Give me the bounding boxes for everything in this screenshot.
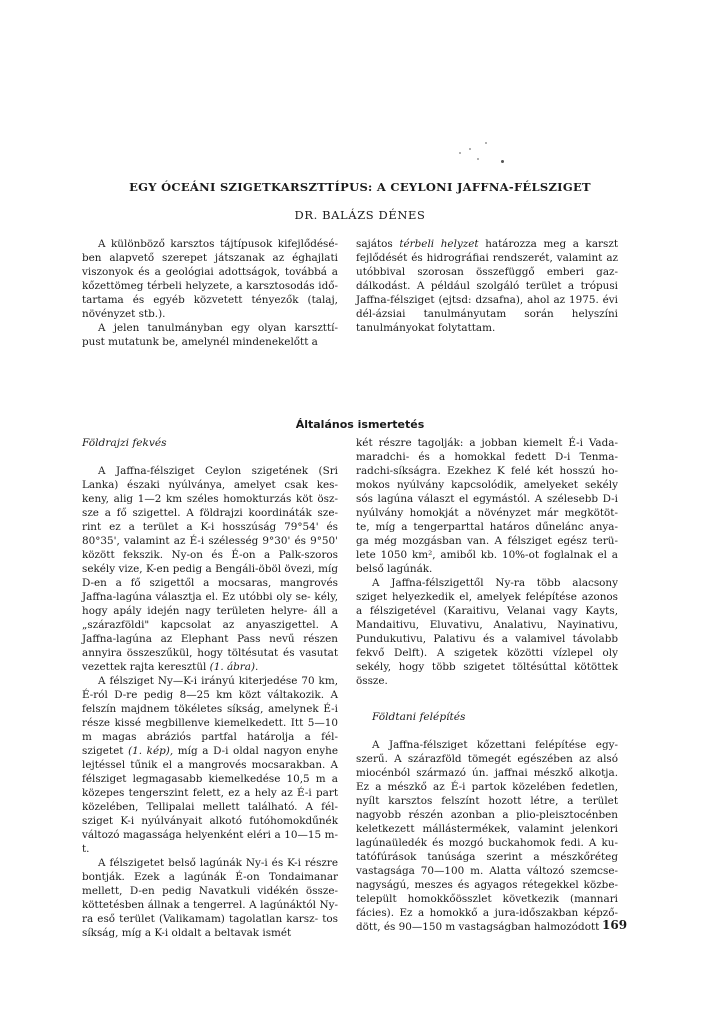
left-column — [82, 436, 338, 940]
right-column — [356, 436, 618, 934]
speck — [459, 152, 461, 154]
figure-reference: (1. ábra). — [209, 661, 259, 673]
section-heading: Általános ismertetés — [295, 418, 425, 431]
page-number: 169 — [602, 918, 628, 932]
body-paragraph: A Jaffna-félszigettől Ny-ra több alacsony sziget helyezkedik el, amelyek felépítése azonos a félszigetével (Karaitivu, Velanai vagy Kayts, Mandaitivu, Eluvativu, Analativu, Nayinativu, Pundukutivu, Palativu és a valamivel távolabb fekvő Delft). A szigetek közötti vízlepel oly sekély, hogy több szigetet töltésúttal kötöttek össze. — [356, 577, 618, 687]
article-title: EGY ÓCEÁNI SZIGETKARSZTTÍPUS: A CEYLONI JAFFNA-FÉLSZIGET — [129, 180, 591, 194]
intro-paragraph: A különböző karsztos tájtípusok kifejlődésé- ben alapvető szerepet játszanak az éghajlati viszonyok és a geológiai adottságok, továbbá a kőzettömeg térbeli helyzete, a karsztosodás idő- tartama és egyéb közvetett tényezők (talaj, növényzet stb.). — [82, 238, 338, 320]
body-paragraph — [82, 674, 338, 856]
body-paragraph: A félszigetet belső lagúnák Ny-i és K-i részre bontják. Ezek a lagúnák É-on Tondaimanar mellett, D-en pedig Navatkuli vidékén össze- köttetésben állnak a tengerrel. A lagúnáktól Ny-ra eső terület (Valikamam) tagolatlan karsz- tos síkság, míg a K-i oldalt a beltavak ismét — [82, 857, 338, 939]
intro-text: sajátos — [356, 238, 393, 250]
body-text: míg a D-i oldal nagyon enyhe lejtéssel tűnik el a mangrovés mocsarakban. A félsziget legmagasabb kiemelkedése 10,5 m a közepes tengerszint felett, ez a hely az É-i part közelében, Tellipalai mellett található. A fél- sziget K-i nyúlványait alkotó futóhomokdűnék változó magassága helyenként eléri a 10—15 m-t. — [82, 745, 338, 855]
speck — [469, 148, 471, 150]
subheading-geography: Földrajzi fekvés — [82, 437, 167, 449]
body-text: A félsziget Ny—K-i irányú kiterjedése 70 km, É-ról D-re pedig 8—25 km közt váltakozik. A felszín majdnem tökéletes síkság, amelynek É-i része kissé megbillenve kiemelkedett. Itt 5—10 m magas abráziós partfal határolja a fél- szigetet — [82, 675, 338, 757]
body-paragraph: A Jaffna-félsziget kőzettani felépítése egy- szerű. A szárazföld tömegét egészében az alsó miocénból származó ún. jaffnai mészkő alkotja. Ez a mészkő az É-i partok közelében fedetlen, nyílt karsztos felszínt hozott létre, a terület nagyobb részén azonban a plio-pleisztocénben keletkezett mállástermékek, valamint jelenkori lagúnaüledék és mozgó buckahomok fedi. A ku- tatófúrások tanúsága szerint a mészkőréteg vastagsága 70—100 m. Alatta változó szemcse- nagyságú, meszes és agyagos rétegekkel közbe- települt homokkőösszlet következik (mannari fácies). Ez a homokkő a jura-időszakban képző- dött, és 90—150 m vastagságban halmozódott — [356, 739, 618, 933]
article-author: DR. BALÁZS DÉNES — [294, 208, 426, 222]
intro-paragraph: A jelen tanulmányban egy olyan karszttí- pust mutatunk be, amelynél mindenekelőtt a — [82, 322, 338, 348]
speck — [501, 160, 504, 163]
intro-paragraph-right — [356, 237, 618, 335]
body-paragraph — [82, 464, 338, 674]
intro-left-column — [82, 237, 338, 349]
intro-emphasis: térbeli helyzet — [399, 238, 479, 250]
intro-text: határozza meg a karszt fejlődését és hidrográfiai rendszerét, valamint az utóbbival szorosan összefüggő emberi gaz- dálkodást. A például szolgáló terület a trópusi Jaffna-félsziget (ejtsd: dzsafna), ahol az 1975. évi dél-ázsiai tanulmányutam során helyszíni tanulmányokat folytattam. — [356, 238, 619, 334]
speck — [477, 158, 479, 160]
body-paragraph: két részre tagolják: a jobban kiemelt É-i Vada- maradchi- és a homokkal fedett D-i Tenma- radchi-síkságra. Ezekhez K felé két hosszú ho- mokos nyúlvány kapcsolódik, amelyeket sekély sós lagúna választ el egymástól. A szélesebb D-i nyúlvány homokját a növényzet már megkötöt- te, míg a tengerparttal határos dűnelánc anya- ga még mozgásban van. A félsziget egész terü- lete 1050 km², amiből kb. 10%-ot foglalnak el a belső lagúnák. — [356, 437, 618, 575]
body-text: A Jaffna-félsziget Ceylon szigetének (Sri Lanka) északi nyúlványa, amelyet csak kes- keny, alig 1—2 km széles homokturzás köt ösz- sze a fő szigettel. A földrajzi koordináták sze- rint ez a terület a K-i hosszúság 79°54' és 80°35', valamint az É-i szélesség 9°30' és 9°50' között fekszik. Ny-on és É-on a Palk-szoros sekély vize, K-en pedig a Bengáli-öböl övezi, míg D-en a fő szigettől a mocsaras, mangrovés Jaffna-lagúna választja el. Ez utóbbi oly se- kély, hogy apály idején nagy területen helyre- áll a „szárazföldi" kapcsolat az anyaszigettel. A Jaffna-lagúna az Elephant Pass nevű részen annyira összeszűkül, hogy töltésutat és vasutat vezettek rajta keresztül — [82, 465, 338, 673]
intro-right-column — [356, 237, 618, 335]
scan-specks — [455, 140, 515, 180]
figure-reference: (1. kép), — [128, 745, 174, 757]
subheading-geology: Földtani felépítés — [372, 711, 466, 723]
speck — [485, 142, 487, 144]
